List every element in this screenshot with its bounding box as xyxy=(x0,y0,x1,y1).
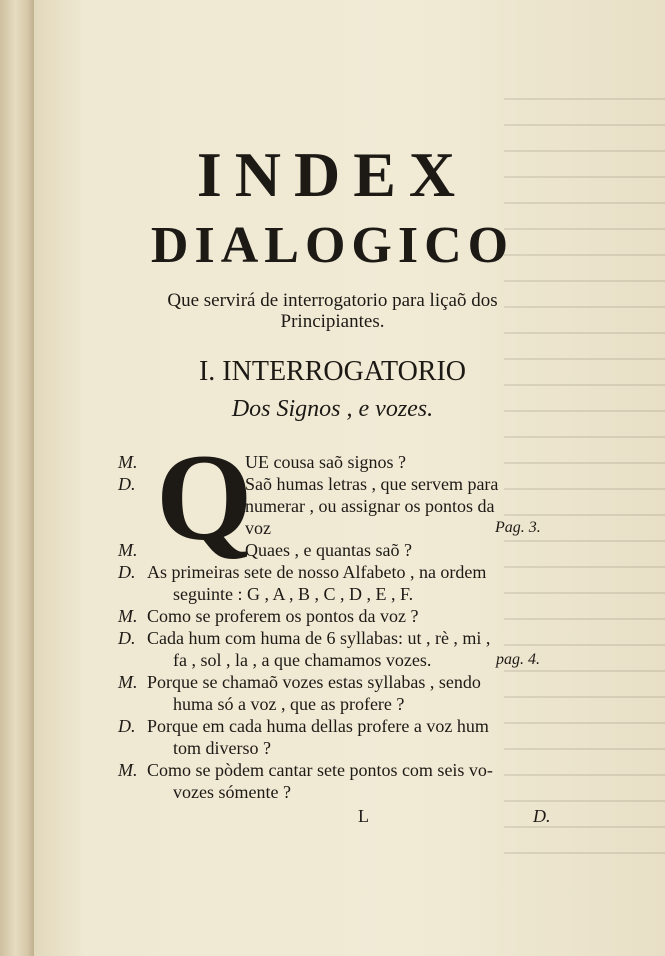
speaker-label: M. xyxy=(118,452,138,472)
page-reference: Pag. 3. xyxy=(495,519,541,536)
dialogue-line: seguinte : G , A , B , C , D , E , F. xyxy=(173,584,414,604)
speaker-label: M. xyxy=(118,760,138,780)
dialogue-line: Quaes , e quantas saõ ? xyxy=(245,540,412,560)
catchword: D. xyxy=(533,806,551,826)
speaker-label: D. xyxy=(118,628,136,648)
signature-mark: L xyxy=(358,806,369,826)
dialogue-line: huma só a voz , que as profere ? xyxy=(173,694,405,714)
speaker-label: D. xyxy=(118,474,136,494)
subtitle-line-2: Principiantes. xyxy=(280,311,385,332)
dialogue-line: UE cousa saõ signos ? xyxy=(245,452,406,472)
title-line-1: INDEX xyxy=(196,139,469,210)
dialogue-line: As primeiras sete de nosso Alfabeto , na ordem xyxy=(147,562,487,582)
dialogue-line: Como se pòdem cantar sete pontos com seis vo- xyxy=(147,760,493,780)
speaker-label: D. xyxy=(118,562,136,582)
speaker-label: D. xyxy=(118,716,136,736)
dialogue-line: vozes sómente ? xyxy=(173,782,291,802)
title-line-2: DIALOGICO xyxy=(150,217,515,274)
dialogue-line: tom diverso ? xyxy=(173,738,271,758)
section-subheading: Dos Signos , e vozes. xyxy=(231,396,434,422)
speaker-label: M. xyxy=(118,606,138,626)
speaker-label: M. xyxy=(118,672,138,692)
dialogue-line: numerar , ou assignar os pontos da xyxy=(245,496,495,516)
subtitle-line-1: Que servirá de interrogatorio para liçaõ dos xyxy=(167,290,498,311)
drop-cap: Q xyxy=(156,429,253,566)
dialogue-line: Como se proferem os pontos da voz ? xyxy=(147,606,419,626)
dialogue-line: voz xyxy=(245,518,271,538)
section-heading: I. INTERROGATORIO xyxy=(198,356,467,387)
page-reference: pag. 4. xyxy=(496,651,540,668)
dialogue-line: Saõ humas letras , que servem para xyxy=(245,474,499,494)
dialogue-line: Porque se chamaõ vozes estas syllabas , sendo xyxy=(147,672,481,692)
dialogue-line: fa , sol , la , a que chamamos vozes. xyxy=(173,650,432,670)
dialogue-line: Porque em cada huma dellas profere a voz hum xyxy=(147,716,489,736)
speaker-label: M. xyxy=(118,540,138,560)
dialogue-line: Cada hum com huma de 6 syllabas: ut , rè , mi , xyxy=(147,628,491,648)
